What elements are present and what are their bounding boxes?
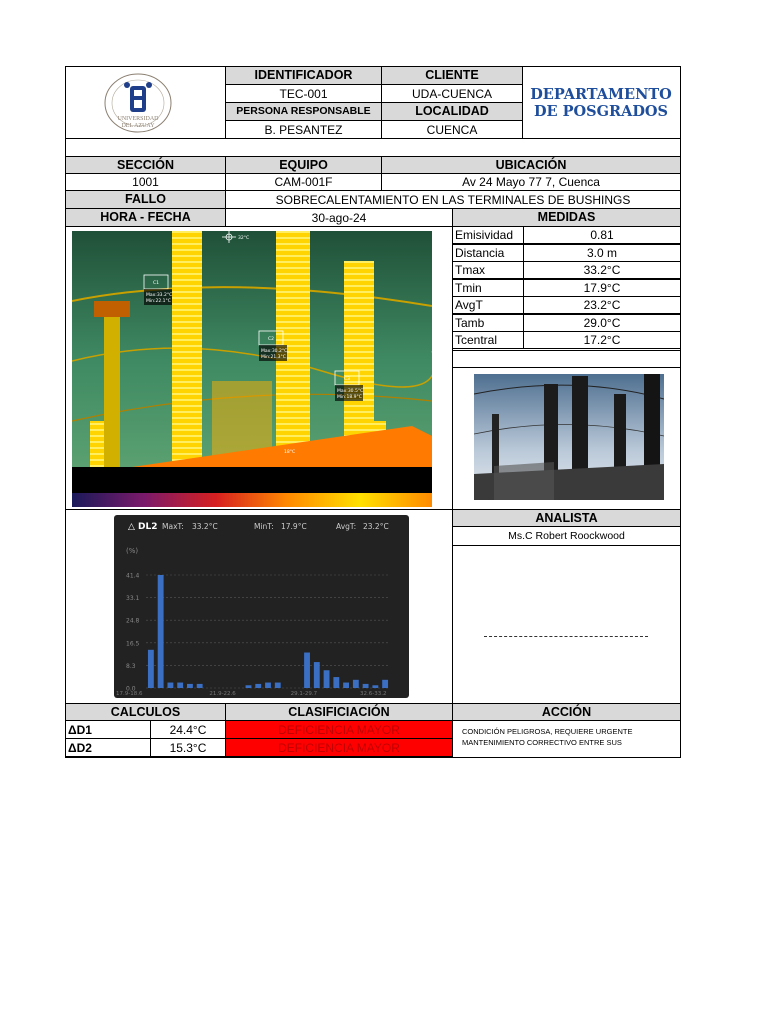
identificador-label: IDENTIFICADOR bbox=[225, 66, 382, 85]
clasificacion-label: CLASIFICIACIÓN bbox=[225, 703, 453, 721]
localidad-value: CUENCA bbox=[381, 120, 523, 139]
chart-bar bbox=[363, 684, 369, 688]
histogram-chart bbox=[114, 515, 409, 698]
signature-line bbox=[484, 636, 648, 637]
medida-value: 3.0 m bbox=[523, 244, 681, 262]
thermal-marker-1-min: Min:22.1°C bbox=[146, 299, 171, 304]
chart-bar bbox=[314, 662, 320, 688]
fallo-value: SOBRECALENTAMIENTO EN LAS TERMINALES DE BUSHINGS bbox=[225, 190, 681, 209]
chart-xtick-label: 17.9-18.6 bbox=[116, 691, 143, 697]
calc-row-1-clasificacion: DEFICIENCIA MAYOR bbox=[225, 720, 453, 739]
identificador-value: TEC-001 bbox=[225, 84, 382, 103]
chart-bar bbox=[167, 683, 173, 688]
medida-label: AvgT bbox=[452, 296, 524, 314]
medida-value: 29.0°C bbox=[523, 314, 681, 332]
chart-maxt: 33.2°C bbox=[192, 522, 218, 531]
medida-value: 0.81 bbox=[523, 226, 681, 244]
chart-bar bbox=[324, 670, 330, 688]
chart-bar bbox=[343, 683, 349, 688]
thermal-image bbox=[72, 231, 432, 507]
chart-xtick-label: 21.9-22.6 bbox=[209, 691, 236, 697]
chart-xtick-label: 32.6-33.2 bbox=[360, 691, 387, 697]
medida-label: Tmin bbox=[452, 279, 524, 297]
chart-mint-label: MinT: bbox=[254, 522, 274, 531]
calc-row-2-value: 15.3°C bbox=[150, 738, 226, 757]
visual-photo bbox=[474, 374, 664, 500]
localidad-label: LOCALIDAD bbox=[381, 102, 523, 121]
medidas-label: MEDIDAS bbox=[452, 208, 681, 227]
equipo-value: CAM-001F bbox=[225, 173, 382, 191]
medida-label: Tcentral bbox=[452, 331, 524, 349]
chart-bar bbox=[353, 680, 359, 688]
chart-ytick-label: 8.3 bbox=[126, 662, 136, 670]
chart-ylabel: (%) bbox=[126, 547, 139, 555]
chart-avgt: 23.2°C bbox=[363, 522, 389, 531]
calculos-label: CALCULOS bbox=[65, 703, 226, 721]
chart-bar bbox=[265, 683, 271, 688]
fallo-label: FALLO bbox=[65, 190, 226, 209]
chart-bar bbox=[177, 683, 183, 688]
medida-value: 17.9°C bbox=[523, 279, 681, 297]
chart-bar bbox=[275, 683, 281, 688]
medida-value: 33.2°C bbox=[523, 261, 681, 279]
chart-ytick-label: 33.1 bbox=[126, 595, 140, 603]
thermal-marker-3-min: Min:18.9°C bbox=[337, 395, 362, 400]
chart-ytick-label: 41.4 bbox=[126, 572, 140, 580]
chart-maxt-label: MaxT: bbox=[162, 522, 184, 531]
department-line-2: DE POSGRADOS bbox=[533, 103, 669, 120]
medida-value: 23.2°C bbox=[523, 296, 681, 314]
medida-value: 17.2°C bbox=[523, 331, 681, 349]
calc-row-2-label: ΔD2 bbox=[65, 738, 151, 757]
logo-text: UNIVERSIDAD DEL AZUAY bbox=[117, 116, 159, 129]
chart-bar bbox=[197, 684, 203, 688]
ubicacion-value: Av 24 Mayo 77 7, Cuenca bbox=[381, 173, 681, 191]
chart-ytick-label: 24.8 bbox=[126, 617, 140, 625]
analista-label: ANALISTA bbox=[452, 509, 681, 527]
thermal-spot-low: 18°C bbox=[284, 450, 296, 455]
chart-bar bbox=[187, 684, 193, 688]
accion-line-1: CONDICIÓN PELIGROSA, REQUIERE URGENTE bbox=[462, 727, 633, 736]
thermal-marker-1: C1 bbox=[153, 281, 160, 286]
chart-bar bbox=[382, 680, 388, 688]
medida-label: Tmax bbox=[452, 261, 524, 279]
calc-row-2-clasificacion: DEFICIENCIA MAYOR bbox=[225, 738, 453, 757]
accion-line-2: MANTENIMIENTO CORRECTIVO ENTRE SUS bbox=[462, 738, 622, 747]
chart-bar bbox=[158, 575, 164, 688]
chart-title: DL2 bbox=[138, 522, 158, 532]
thermal-marker-2-max: Max:30.2°C bbox=[261, 349, 288, 354]
accion-text bbox=[462, 726, 677, 748]
university-logo bbox=[103, 72, 173, 134]
chart-bar bbox=[148, 650, 154, 688]
chart-bar bbox=[246, 685, 252, 688]
calc-row-1-label: ΔD1 bbox=[65, 720, 151, 739]
seccion-label: SECCIÓN bbox=[65, 156, 226, 174]
responsable-value: B. PESANTEZ bbox=[225, 120, 382, 139]
medida-label: Tamb bbox=[452, 314, 524, 332]
thermal-marker-2: C2 bbox=[268, 337, 275, 342]
responsable-label: PERSONA RESPONSABLE bbox=[225, 102, 382, 121]
equipo-label: EQUIPO bbox=[225, 156, 382, 174]
thermal-marker-1-max: Max:33.2°C bbox=[146, 293, 173, 298]
medida-label: Emisividad bbox=[452, 226, 524, 244]
thermal-spot-top: 32°C bbox=[238, 236, 250, 241]
ubicacion-label: UBICACIÓN bbox=[381, 156, 681, 174]
chart-bar bbox=[255, 684, 261, 688]
chart-mint: 17.9°C bbox=[281, 522, 307, 531]
accion-label: ACCIÓN bbox=[452, 703, 681, 721]
seccion-value: 1001 bbox=[65, 173, 226, 191]
chart-bar bbox=[304, 653, 310, 688]
hora-fecha-value: 30-ago-24 bbox=[225, 208, 453, 227]
analista-name: Ms.C Robert Roockwood bbox=[452, 526, 681, 546]
chart-xtick-label: 29.1-29.7 bbox=[290, 691, 318, 697]
department-title bbox=[524, 86, 678, 120]
medida-label: Distancia bbox=[452, 244, 524, 262]
chart-bar bbox=[333, 677, 339, 688]
hora-fecha-label: HORA - FECHA bbox=[65, 208, 226, 227]
chart-bar bbox=[372, 685, 378, 688]
medidas-spacer bbox=[452, 350, 681, 368]
department-line-1: DEPARTAMENTO bbox=[530, 86, 672, 103]
thermal-marker-3: C3 bbox=[344, 377, 351, 382]
chart-ytick-label: 0.0 bbox=[126, 685, 136, 693]
thermal-marker-3-max: Max:30.5°C bbox=[337, 389, 364, 394]
calc-row-1-value: 24.4°C bbox=[150, 720, 226, 739]
thermal-marker-2-min: Min:21.3°C bbox=[261, 355, 286, 360]
chart-delta-icon: △ bbox=[128, 522, 135, 532]
cliente-label: CLIENTE bbox=[381, 66, 523, 85]
cliente-value: UDA-CUENCA bbox=[381, 84, 523, 103]
chart-avgt-label: AvgT: bbox=[336, 522, 357, 531]
chart-ytick-label: 16.5 bbox=[126, 640, 140, 648]
